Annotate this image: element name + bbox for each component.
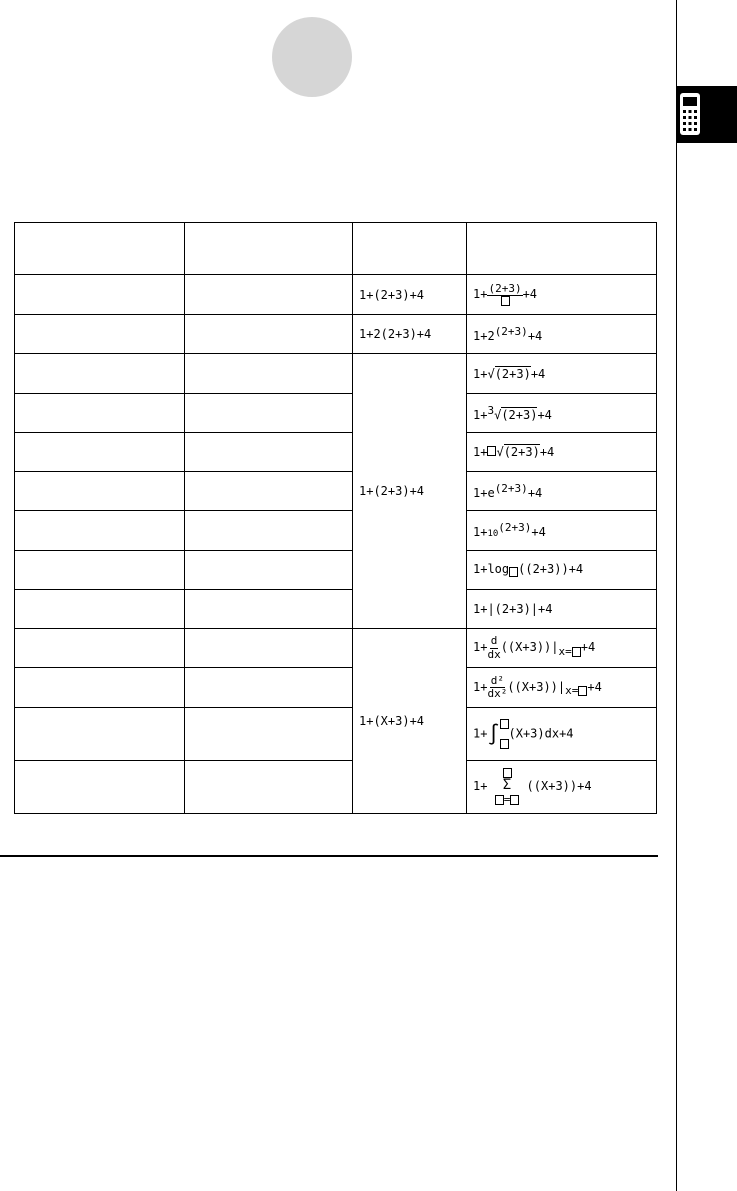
table-row (15, 629, 657, 668)
result-derivative: 1+ $\frac{d}{dx}$ ((X+3))|x= +4 (467, 629, 657, 668)
result-abs: 1+|(2+3)|+4 (467, 590, 657, 629)
table-row (15, 668, 657, 708)
input-cell: 1+2(2+3)+4 (353, 315, 467, 354)
result-sigma: 1+ Σ = ((X+3))+4 (467, 761, 657, 814)
table-header-row (15, 223, 657, 275)
section-marker-circle (272, 17, 352, 97)
table-row (15, 433, 657, 472)
table-row (15, 511, 657, 551)
result-integral: 1+∫ (X+3)dx+4 (467, 708, 657, 761)
input-cell: 1+(2+3)+4 (353, 275, 467, 315)
table-row (15, 315, 657, 354)
result-second-derivative: 1+ $\frac{\text{d²}}{\text{dx²}}$ ((X+3))|x= +4 (467, 668, 657, 708)
table-row (15, 275, 657, 315)
table-row (15, 472, 657, 511)
table-row (15, 761, 657, 814)
table-row (15, 590, 657, 629)
table-row (15, 551, 657, 590)
table-row (15, 394, 657, 433)
result-cube-root: 1+3√(2+3)+4 (467, 394, 657, 433)
result-exp: 1+e(2+3)+4 (467, 472, 657, 511)
input-cell: 1+(2+3)+4 (353, 354, 467, 629)
result-nth-root: 1+ √(2+3)+4 (467, 433, 657, 472)
result-power: 1+2(2+3)+4 (467, 315, 657, 354)
result-sqrt: 1+√(2+3)+4 (467, 354, 657, 394)
calculator-icon (679, 92, 701, 136)
template-table (14, 222, 657, 814)
result-fraction: 1+ (2+3) +4 (467, 275, 657, 315)
margin-rule (676, 0, 677, 1191)
section-divider (0, 855, 658, 857)
table-row (15, 708, 657, 761)
input-cell: 1+(X+3)+4 (353, 629, 467, 814)
table-row (15, 354, 657, 394)
result-ten-power: 1+10(2+3)+4 (467, 511, 657, 551)
result-log: 1+log ((2+3))+4 (467, 551, 657, 590)
chapter-tab (676, 86, 737, 143)
